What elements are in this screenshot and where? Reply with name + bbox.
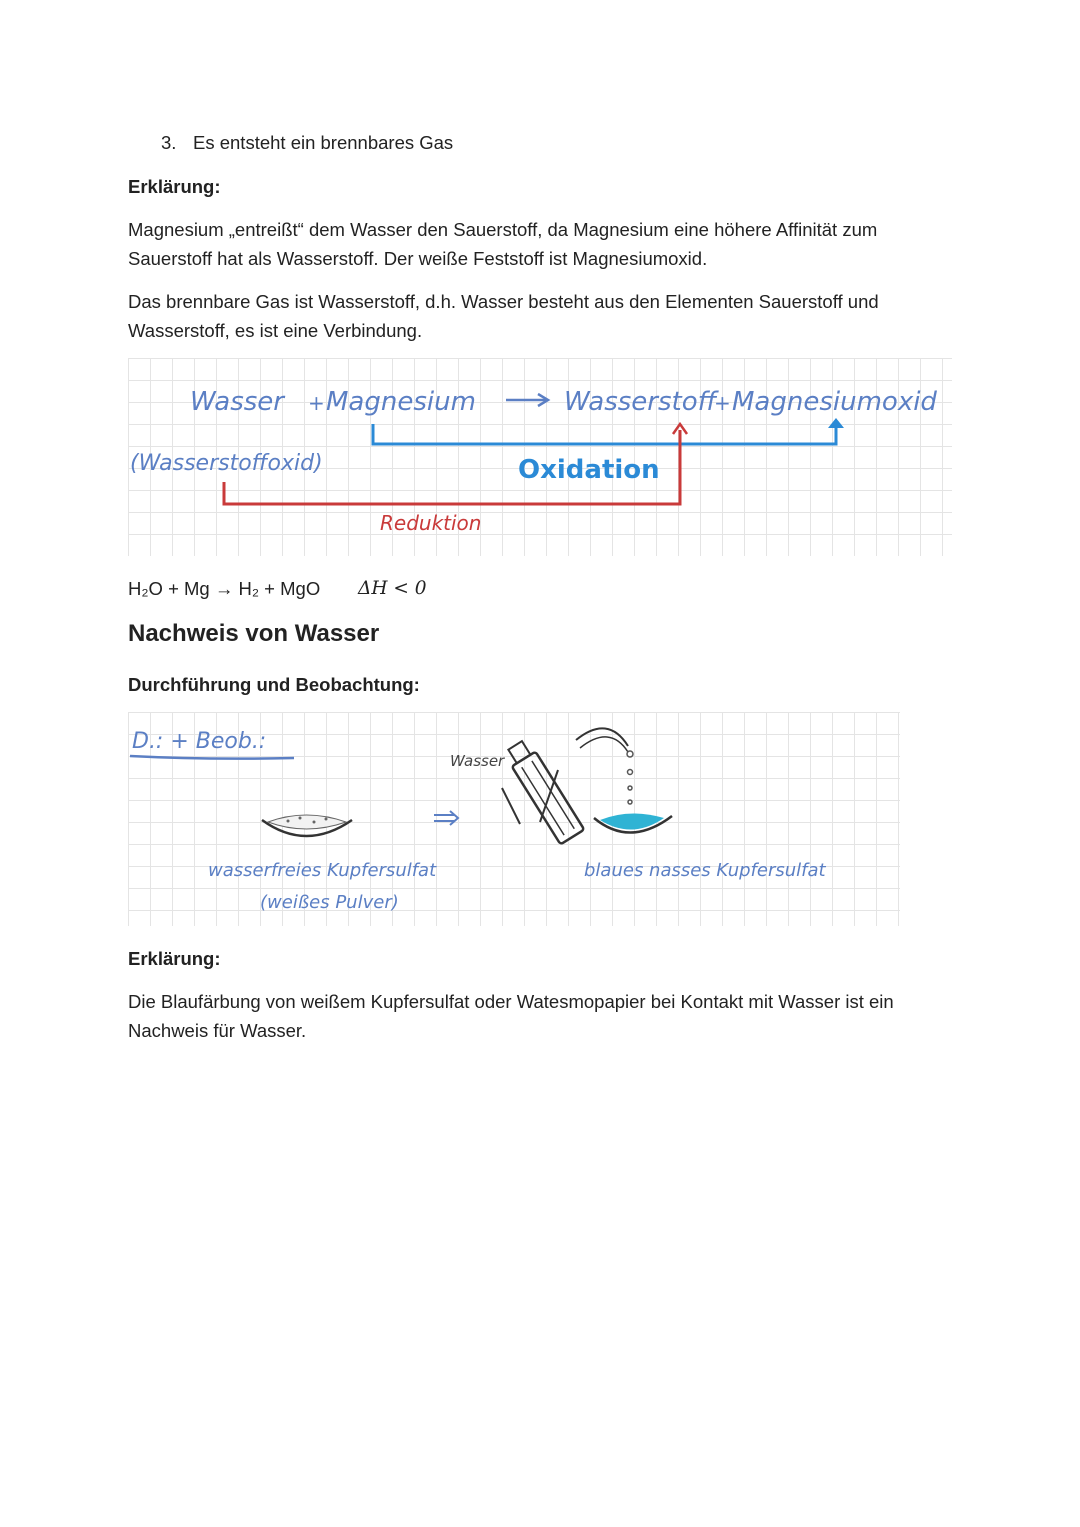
water-bottle	[503, 738, 584, 844]
oxidation-bracket	[373, 422, 836, 444]
sketch-header: D.: + Beob.:	[132, 729, 267, 754]
water-test-sketch	[128, 712, 900, 926]
explanation-heading-2: Erklärung:	[128, 948, 221, 969]
reactant-note-label: (Wasserstoffoxid)	[130, 451, 323, 476]
plus-sign: +	[308, 391, 325, 415]
water-label: Wasser	[450, 752, 505, 770]
water-drop	[627, 751, 633, 757]
explanation-heading: Erklärung:	[128, 176, 221, 197]
reaction-equation: H₂O + Mg → H₂ + MgO	[128, 578, 321, 599]
product-hydrogen-label: Wasserstoff	[564, 387, 717, 417]
oxidation-label: Oxidation	[518, 455, 660, 485]
header-underline	[130, 756, 294, 759]
enthalpy-value: ΔH < 0	[358, 578, 427, 599]
hand-line	[502, 788, 520, 824]
oxidation-arrow-head	[828, 418, 844, 428]
left-caption-line-2: (weißes Pulver)	[260, 892, 399, 913]
redox-sketch	[128, 358, 952, 556]
redox-diagram	[128, 358, 952, 556]
explanation-paragraph-1: Magnesium „entreißt“ dem Wasser den Sauerstoff, da Magnesium eine höhere Affinität zum Sauerstoff hat als Wasserstoff. Der weiße Feststoff ist Magnesiumoxid.	[128, 219, 878, 269]
reactant-magnesium-label: Magnesium	[326, 387, 476, 417]
reduction-label: Reduktion	[380, 511, 482, 535]
product-magnesiumoxide-label: Magnesiumoxid	[732, 387, 937, 417]
procedure-heading: Durchführung und Beobachtung:	[128, 674, 420, 695]
left-caption-line-1: wasserfreies Kupfersulfat	[208, 860, 437, 881]
explanation-text-2: Die Blaufärbung von weißem Kupfersulfat oder Watesmopapier bei Kontakt mit Wasser ist ein Nachweis für Wasser.	[128, 991, 894, 1041]
right-caption: blaues nasses Kupfersulfat	[584, 860, 826, 881]
list-item-number: 3.	[161, 132, 177, 153]
reactant-water-label: Wasser	[190, 387, 284, 417]
plus-sign: +	[714, 391, 731, 415]
water-test-diagram	[128, 712, 900, 926]
white-powder	[268, 815, 346, 829]
list-item-text: Es entsteht ein brennbares Gas	[193, 132, 454, 153]
explanation-paragraph-2: Das brennbare Gas ist Wasserstoff, d.h. Wasser besteht aus den Elementen Sauerstoff und Wasserstoff, es ist eine Verbindung.	[128, 291, 879, 341]
section-title: Nachweis von Wasser	[128, 620, 380, 647]
